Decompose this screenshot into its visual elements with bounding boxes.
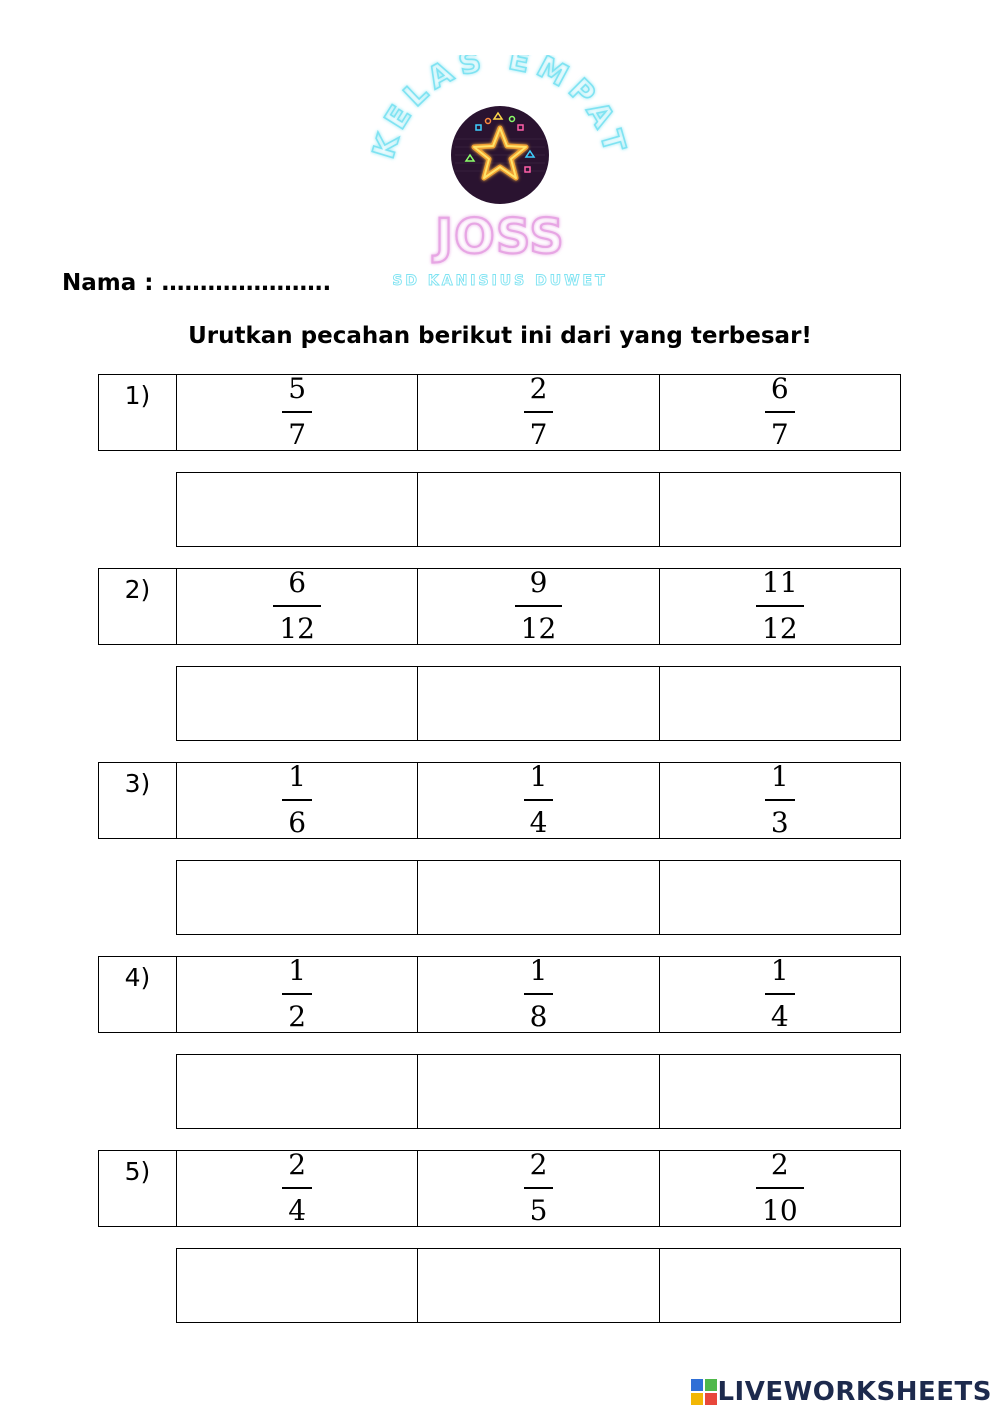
answer-box[interactable] [177, 861, 417, 934]
answer-box[interactable] [659, 1249, 900, 1322]
fraction [282, 372, 312, 451]
fraction [524, 760, 554, 839]
denominator: 2 [288, 1000, 307, 1033]
numerator: 1 [529, 954, 548, 987]
fraction-cell [417, 1148, 658, 1227]
denominator: 7 [529, 418, 548, 451]
question-number: 1) [99, 375, 177, 450]
denominator: 3 [770, 806, 789, 839]
denominator: 12 [520, 612, 557, 645]
numerator: 1 [529, 760, 548, 793]
fraction [273, 566, 321, 645]
question-row-3 [98, 762, 901, 839]
answer-box[interactable] [659, 1055, 900, 1128]
liveworksheets-watermark[interactable] [691, 1377, 992, 1407]
question-row-2 [98, 568, 901, 645]
question-number: 5) [99, 1151, 177, 1226]
numerator: 11 [762, 566, 798, 599]
watermark-text: LIVEWORKSHEETS [717, 1377, 992, 1407]
answer-box[interactable] [177, 1249, 417, 1322]
liveworksheets-logo-icon [691, 1379, 717, 1405]
answer-box[interactable] [417, 473, 658, 546]
denominator: 8 [529, 1000, 548, 1033]
answer-row-3 [176, 860, 901, 935]
fraction [756, 566, 804, 645]
fraction-cell [417, 372, 658, 451]
fraction-cell [417, 566, 658, 645]
question-row-1 [98, 374, 901, 451]
denominator: 12 [762, 612, 798, 645]
fraction-cell [659, 1148, 900, 1227]
fraction-cell [177, 760, 417, 839]
numerator: 6 [288, 566, 307, 599]
question-number: 2) [99, 569, 177, 644]
numerator: 2 [770, 1148, 789, 1181]
fraction-cell [177, 1148, 417, 1227]
logo-brand: JOSS [435, 209, 565, 265]
denominator: 5 [529, 1194, 548, 1227]
fraction [524, 954, 554, 1033]
denominator: 12 [279, 612, 315, 645]
answer-row-1 [176, 472, 901, 547]
fraction [282, 954, 312, 1033]
fraction-cell [417, 954, 658, 1033]
numerator: 1 [770, 760, 789, 793]
denominator: 10 [762, 1194, 798, 1227]
denominator: 6 [288, 806, 307, 839]
numerator: 2 [529, 372, 548, 405]
svg-text:• KELAS EMPAT •: KELAS EMPAT [370, 55, 630, 163]
answer-box[interactable] [659, 473, 900, 546]
question-row-4 [98, 956, 901, 1033]
denominator: 4 [529, 806, 548, 839]
answer-box[interactable] [417, 667, 658, 740]
instruction-text: Urutkan pecahan berikut ini dari yang terbesar! [188, 323, 812, 349]
numerator: 1 [288, 760, 307, 793]
fraction [765, 372, 795, 451]
question-number: 4) [99, 957, 177, 1032]
denominator: 7 [770, 418, 789, 451]
fraction [524, 1148, 554, 1227]
fraction [765, 954, 795, 1033]
answer-row-4 [176, 1054, 901, 1129]
answer-row-2 [176, 666, 901, 741]
answer-box[interactable] [417, 1249, 658, 1322]
numerator: 6 [770, 372, 789, 405]
answer-box[interactable] [659, 667, 900, 740]
name-field-label: Nama : …………………. [62, 270, 332, 296]
numerator: 2 [529, 1148, 548, 1181]
fraction [282, 1148, 312, 1227]
fraction-cell [659, 566, 900, 645]
numerator: 5 [288, 372, 307, 405]
logo-graphic [370, 55, 630, 295]
answer-box[interactable] [417, 1055, 658, 1128]
answer-box[interactable] [177, 473, 417, 546]
numerator: 2 [288, 1148, 307, 1181]
fraction [765, 760, 795, 839]
question-number: 3) [99, 763, 177, 838]
answer-box[interactable] [417, 861, 658, 934]
fraction [524, 372, 554, 451]
fraction [282, 760, 312, 839]
logo-school: SD KANISIUS DUWET [392, 273, 608, 289]
numerator: 1 [770, 954, 789, 987]
fraction-cell [659, 760, 900, 839]
denominator: 4 [770, 1000, 789, 1033]
fraction-cell [177, 566, 417, 645]
answer-box[interactable] [659, 861, 900, 934]
numerator: 1 [288, 954, 307, 987]
fraction-cell [659, 372, 900, 451]
answer-box[interactable] [177, 1055, 417, 1128]
fraction [756, 1148, 804, 1227]
question-row-5 [98, 1150, 901, 1227]
answer-row-5 [176, 1248, 901, 1323]
denominator: 7 [288, 418, 307, 451]
fraction-cell [177, 372, 417, 451]
denominator: 4 [288, 1194, 307, 1227]
kelas-empat-joss-logo [370, 55, 630, 295]
fraction [515, 566, 563, 645]
fraction-cell [659, 954, 900, 1033]
answer-box[interactable] [177, 667, 417, 740]
fraction-cell [417, 760, 658, 839]
fraction-cell [177, 954, 417, 1033]
numerator: 9 [529, 566, 548, 599]
